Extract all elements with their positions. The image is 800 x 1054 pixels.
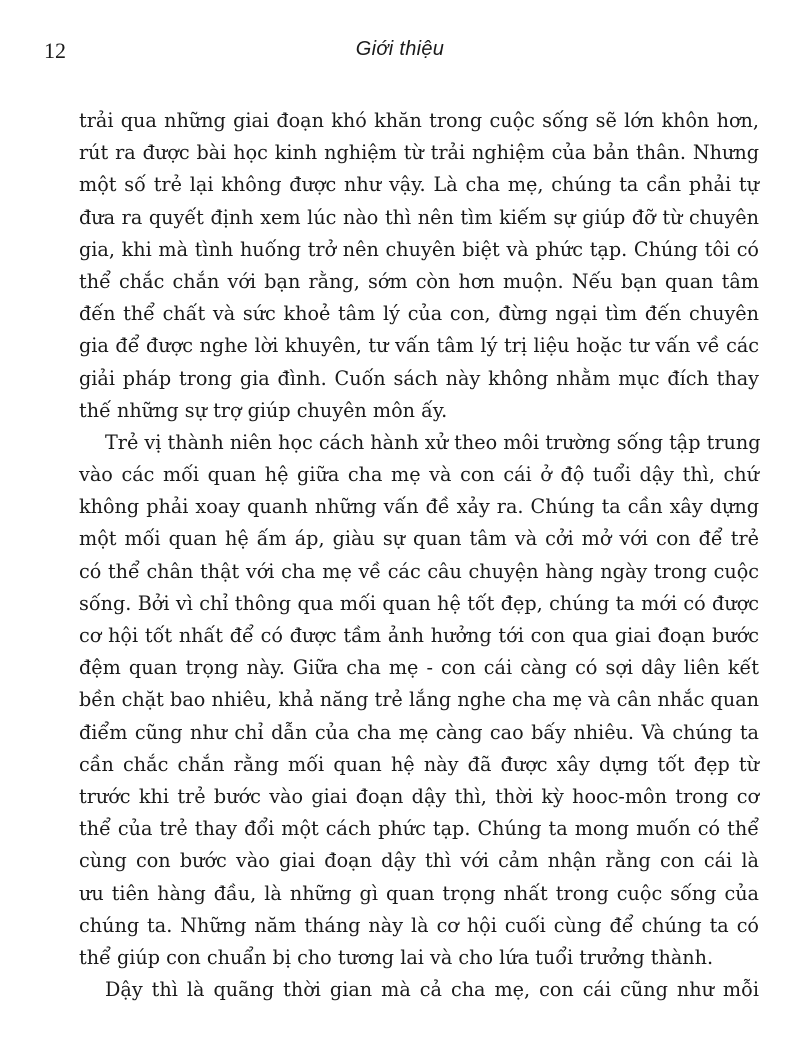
text-line: cơ hội tốt nhất để có được tầm ảnh hưởng tới con qua giai đoạn bước [79, 624, 759, 647]
page-number: 12 [44, 38, 66, 63]
text-line: gia để được nghe lời khuyên, tư vấn tâm lý trị liệu hoặc tư vấn về các [79, 334, 759, 358]
text-line: cùng con bước vào giai đoạn dậy thì với cảm nhận rằng con cái là [79, 849, 759, 873]
text-line: đến thể chất và sức khoẻ tâm lý của con, đừng ngại tìm đến chuyên [79, 302, 759, 326]
text-line: điểm cũng như chỉ dẫn của cha mẹ càng cao bấy nhiêu. Và chúng ta [79, 720, 759, 744]
text-line: một mối quan hệ ấm áp, giàu sự quan tâm và cởi mở với con để trẻ [79, 527, 759, 551]
text-line: vào các mối quan hệ giữa cha mẹ và con cái ở độ tuổi dậy thì, chứ [79, 463, 759, 487]
paragraph [79, 105, 759, 427]
text-line: một số trẻ lại không được như vậy. Là cha mẹ, chúng ta cần phải tự [79, 173, 759, 197]
text-line: sống. Bởi vì chỉ thông qua mối quan hệ tốt đẹp, chúng ta mới có được [79, 591, 759, 615]
text-line: Dậy thì là quãng thời gian mà cả cha mẹ, con cái cũng như mỗi [105, 978, 759, 1002]
text-line: đưa ra quyết định xem lúc nào thì nên tìm kiếm sự giúp đỡ từ chuyên [79, 205, 759, 229]
body-text [79, 105, 759, 1006]
text-line: không phải xoay quanh những vấn đề xảy ra. Chúng ta cần xây dựng [79, 495, 759, 519]
paragraph [79, 427, 759, 974]
text-line: trải qua những giai đoạn khó khăn trong cuộc sống sẽ lớn khôn hơn, [79, 109, 759, 132]
text-line: thể của trẻ thay đổi một cách phức tạp. Chúng ta mong muốn có thể [79, 817, 759, 841]
text-line: ưu tiên hàng đầu, là những gì quan trọng nhất trong cuộc sống của [79, 881, 759, 905]
chapter-title: Giới thiệu [355, 38, 445, 60]
text-line: đệm quan trọng này. Giữa cha mẹ - con cái càng có sợi dây liên kết [79, 656, 759, 680]
text-line: trước khi trẻ bước vào giai đoạn dậy thì, thời kỳ hooc-môn trong cơ [79, 784, 759, 808]
text-line: gia, khi mà tình huống trở nên chuyên biệt và phức tạp. Chúng tôi có [79, 237, 759, 261]
text-line: giải pháp trong gia đình. Cuốn sách này không nhằm mục đích thay [79, 366, 759, 390]
page-header [44, 38, 756, 74]
text-line: chúng ta. Những năm tháng này là cơ hội cuối cùng để chúng ta có [79, 913, 759, 937]
text-line: thể chắc chắn với bạn rằng, sớm còn hơn muộn. Nếu bạn quan tâm [79, 269, 759, 293]
text-line: thế những sự trợ giúp chuyên môn ấy. [79, 398, 448, 422]
text-line: bền chặt bao nhiêu, khả năng trẻ lắng nghe cha mẹ và cân nhắc quan [79, 688, 759, 712]
text-line: có thể chân thật với cha mẹ về các câu chuyện hàng ngày trong cuộc [79, 559, 759, 583]
text-line: cần chắc chắn rằng mối quan hệ này đã được xây dựng tốt đẹp từ [79, 752, 759, 776]
text-line: thể giúp con chuẩn bị cho tương lai và cho lứa tuổi trưởng thành. [79, 945, 714, 969]
text-line: rút ra được bài học kinh nghiệm từ trải nghiệm của bản thân. Nhưng [79, 141, 759, 165]
paragraph [79, 974, 759, 1006]
text-line: Trẻ vị thành niên học cách hành xử theo môi trường sống tập trung [105, 430, 761, 454]
